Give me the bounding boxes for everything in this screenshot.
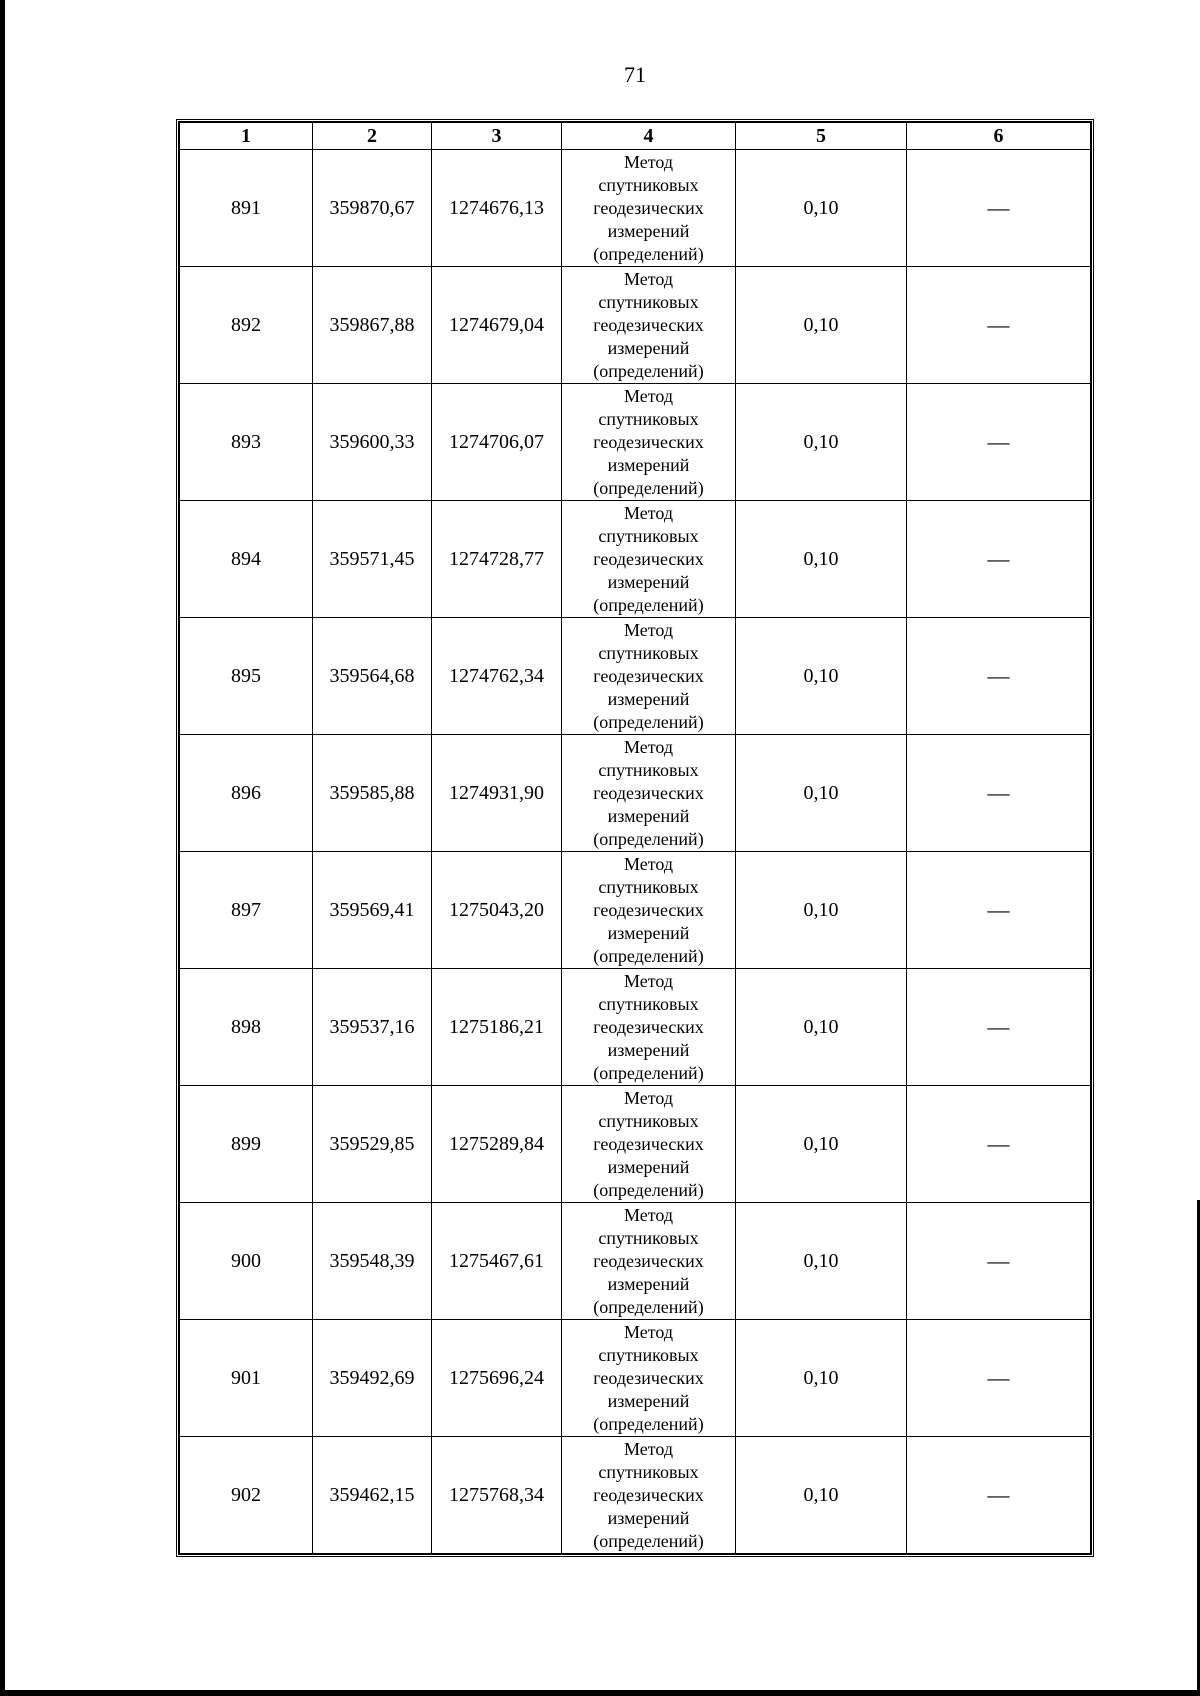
method-line: Метод	[623, 1204, 674, 1225]
method-line: геодезических	[593, 548, 704, 569]
method-cell	[562, 267, 736, 384]
note-cell: —	[907, 501, 1091, 618]
note-cell: —	[907, 1203, 1091, 1320]
column-header-3: 3	[432, 123, 562, 150]
note-cell: —	[907, 1320, 1091, 1437]
method-line: измерений	[607, 337, 690, 358]
note-cell: —	[907, 735, 1091, 852]
coordinate-x-cell: 359537,16	[313, 969, 432, 1086]
accuracy-cell: 0,10	[736, 1203, 907, 1320]
method-line: Метод	[623, 1438, 674, 1459]
coordinate-x-cell: 359867,88	[313, 267, 432, 384]
method-cell	[562, 1437, 736, 1554]
note-cell: —	[907, 150, 1091, 267]
method-line: (определений)	[593, 1179, 704, 1200]
coordinate-y-cell: 1275696,24	[432, 1320, 562, 1437]
method-line: (определений)	[593, 243, 704, 264]
accuracy-cell: 0,10	[736, 1320, 907, 1437]
method-cell	[562, 735, 736, 852]
method-line: спутниковых	[598, 876, 699, 897]
method-cell	[562, 1203, 736, 1320]
point-number-cell: 892	[180, 267, 313, 384]
method-line: (определений)	[593, 1296, 704, 1317]
method-line: (определений)	[593, 828, 704, 849]
method-line: геодезических	[593, 899, 704, 920]
point-number-cell: 893	[180, 384, 313, 501]
accuracy-cell: 0,10	[736, 969, 907, 1086]
table-row	[180, 735, 1091, 852]
coordinate-y-cell: 1275289,84	[432, 1086, 562, 1203]
method-line: геодезических	[593, 197, 704, 218]
table-body	[180, 150, 1091, 1554]
accuracy-cell: 0,10	[736, 267, 907, 384]
table-row	[180, 618, 1091, 735]
method-line: измерений	[607, 1156, 690, 1177]
method-line: спутниковых	[598, 993, 699, 1014]
method-line: спутниковых	[598, 408, 699, 429]
method-line: Метод	[623, 151, 674, 172]
coordinate-x-cell: 359569,41	[313, 852, 432, 969]
coordinate-x-cell: 359529,85	[313, 1086, 432, 1203]
method-line: спутниковых	[598, 1461, 699, 1482]
coordinates-table-frame	[176, 119, 1094, 1557]
method-line: геодезических	[593, 314, 704, 335]
method-line: Метод	[623, 385, 674, 406]
point-number-cell: 895	[180, 618, 313, 735]
method-line: геодезических	[593, 1250, 704, 1271]
coordinate-y-cell: 1275768,34	[432, 1437, 562, 1554]
method-line: геодезических	[593, 1016, 704, 1037]
coordinate-y-cell: 1274931,90	[432, 735, 562, 852]
method-line: спутниковых	[598, 1227, 699, 1248]
note-cell: —	[907, 1086, 1091, 1203]
accuracy-cell: 0,10	[736, 384, 907, 501]
method-cell	[562, 852, 736, 969]
table-header-row	[180, 123, 1091, 150]
coordinate-y-cell: 1275043,20	[432, 852, 562, 969]
accuracy-cell: 0,10	[736, 1437, 907, 1554]
method-line: геодезических	[593, 1133, 704, 1154]
method-line: геодезических	[593, 782, 704, 803]
point-number-cell: 897	[180, 852, 313, 969]
method-line: спутниковых	[598, 759, 699, 780]
note-cell: —	[907, 969, 1091, 1086]
coordinate-x-cell: 359571,45	[313, 501, 432, 618]
method-line: спутниковых	[598, 525, 699, 546]
method-line: Метод	[623, 1321, 674, 1342]
method-line: Метод	[623, 619, 674, 640]
point-number-cell: 896	[180, 735, 313, 852]
table-row	[180, 1320, 1091, 1437]
coordinate-y-cell: 1275186,21	[432, 969, 562, 1086]
coordinate-y-cell: 1274679,04	[432, 267, 562, 384]
method-line: измерений	[607, 1507, 690, 1528]
coordinate-y-cell: 1275467,61	[432, 1203, 562, 1320]
coordinate-x-cell: 359492,69	[313, 1320, 432, 1437]
method-line: измерений	[607, 1039, 690, 1060]
method-line: (определений)	[593, 711, 704, 732]
coordinate-x-cell: 359462,15	[313, 1437, 432, 1554]
method-line: спутниковых	[598, 174, 699, 195]
method-line: геодезических	[593, 431, 704, 452]
method-line: измерений	[607, 1390, 690, 1411]
method-cell	[562, 150, 736, 267]
method-line: измерений	[607, 1273, 690, 1294]
table-row	[180, 1437, 1091, 1554]
method-line: измерений	[607, 454, 690, 475]
point-number-cell: 899	[180, 1086, 313, 1203]
accuracy-cell: 0,10	[736, 852, 907, 969]
coordinate-x-cell: 359548,39	[313, 1203, 432, 1320]
point-number-cell: 902	[180, 1437, 313, 1554]
table-row	[180, 501, 1091, 618]
method-line: Метод	[623, 970, 674, 991]
column-header-6: 6	[907, 123, 1091, 150]
method-line: геодезических	[593, 1484, 704, 1505]
column-header-4: 4	[562, 123, 736, 150]
method-line: измерений	[607, 220, 690, 241]
point-number-cell: 898	[180, 969, 313, 1086]
method-line: измерений	[607, 922, 690, 943]
accuracy-cell: 0,10	[736, 735, 907, 852]
method-line: Метод	[623, 502, 674, 523]
scan-edge-left	[0, 0, 5, 1696]
coordinate-y-cell: 1274706,07	[432, 384, 562, 501]
note-cell: —	[907, 618, 1091, 735]
note-cell: —	[907, 384, 1091, 501]
note-cell: —	[907, 1437, 1091, 1554]
coordinate-y-cell: 1274762,34	[432, 618, 562, 735]
method-line: измерений	[607, 571, 690, 592]
method-cell	[562, 501, 736, 618]
page-number: 71	[624, 62, 646, 87]
method-cell	[562, 618, 736, 735]
method-line: (определений)	[593, 1530, 704, 1551]
method-cell	[562, 1320, 736, 1437]
method-cell	[562, 384, 736, 501]
column-header-5: 5	[736, 123, 907, 150]
method-line: спутниковых	[598, 642, 699, 663]
accuracy-cell: 0,10	[736, 150, 907, 267]
point-number-cell: 894	[180, 501, 313, 618]
method-line: геодезических	[593, 1367, 704, 1388]
method-line: Метод	[623, 1087, 674, 1108]
accuracy-cell: 0,10	[736, 501, 907, 618]
method-line: геодезических	[593, 665, 704, 686]
method-line: спутниковых	[598, 1344, 699, 1365]
method-line: Метод	[623, 268, 674, 289]
method-line: (определений)	[593, 945, 704, 966]
method-line: Метод	[623, 853, 674, 874]
coordinate-y-cell: 1274676,13	[432, 150, 562, 267]
point-number-cell: 891	[180, 150, 313, 267]
point-number-cell: 900	[180, 1203, 313, 1320]
method-line: (определений)	[593, 594, 704, 615]
coordinate-x-cell: 359870,67	[313, 150, 432, 267]
coordinate-x-cell: 359585,88	[313, 735, 432, 852]
table-row	[180, 150, 1091, 267]
column-header-2: 2	[313, 123, 432, 150]
method-cell	[562, 1086, 736, 1203]
method-line: измерений	[607, 805, 690, 826]
coordinate-x-cell: 359600,33	[313, 384, 432, 501]
table-row	[180, 969, 1091, 1086]
coordinate-x-cell: 359564,68	[313, 618, 432, 735]
accuracy-cell: 0,10	[736, 618, 907, 735]
method-cell	[562, 969, 736, 1086]
table-row	[180, 1203, 1091, 1320]
accuracy-cell: 0,10	[736, 1086, 907, 1203]
method-line: (определений)	[593, 477, 704, 498]
table-row	[180, 1086, 1091, 1203]
method-line: (определений)	[593, 360, 704, 381]
table-row	[180, 267, 1091, 384]
method-line: измерений	[607, 688, 690, 709]
table-row	[180, 852, 1091, 969]
note-cell: —	[907, 852, 1091, 969]
method-line: спутниковых	[598, 1110, 699, 1131]
method-line: (определений)	[593, 1062, 704, 1083]
method-line: Метод	[623, 736, 674, 757]
table-row	[180, 384, 1091, 501]
coordinates-table	[179, 122, 1091, 1554]
method-line: спутниковых	[598, 291, 699, 312]
method-line: (определений)	[593, 1413, 704, 1434]
scan-edge-bottom	[0, 1690, 1200, 1696]
point-number-cell: 901	[180, 1320, 313, 1437]
note-cell: —	[907, 267, 1091, 384]
column-header-1: 1	[180, 123, 313, 150]
coordinate-y-cell: 1274728,77	[432, 501, 562, 618]
